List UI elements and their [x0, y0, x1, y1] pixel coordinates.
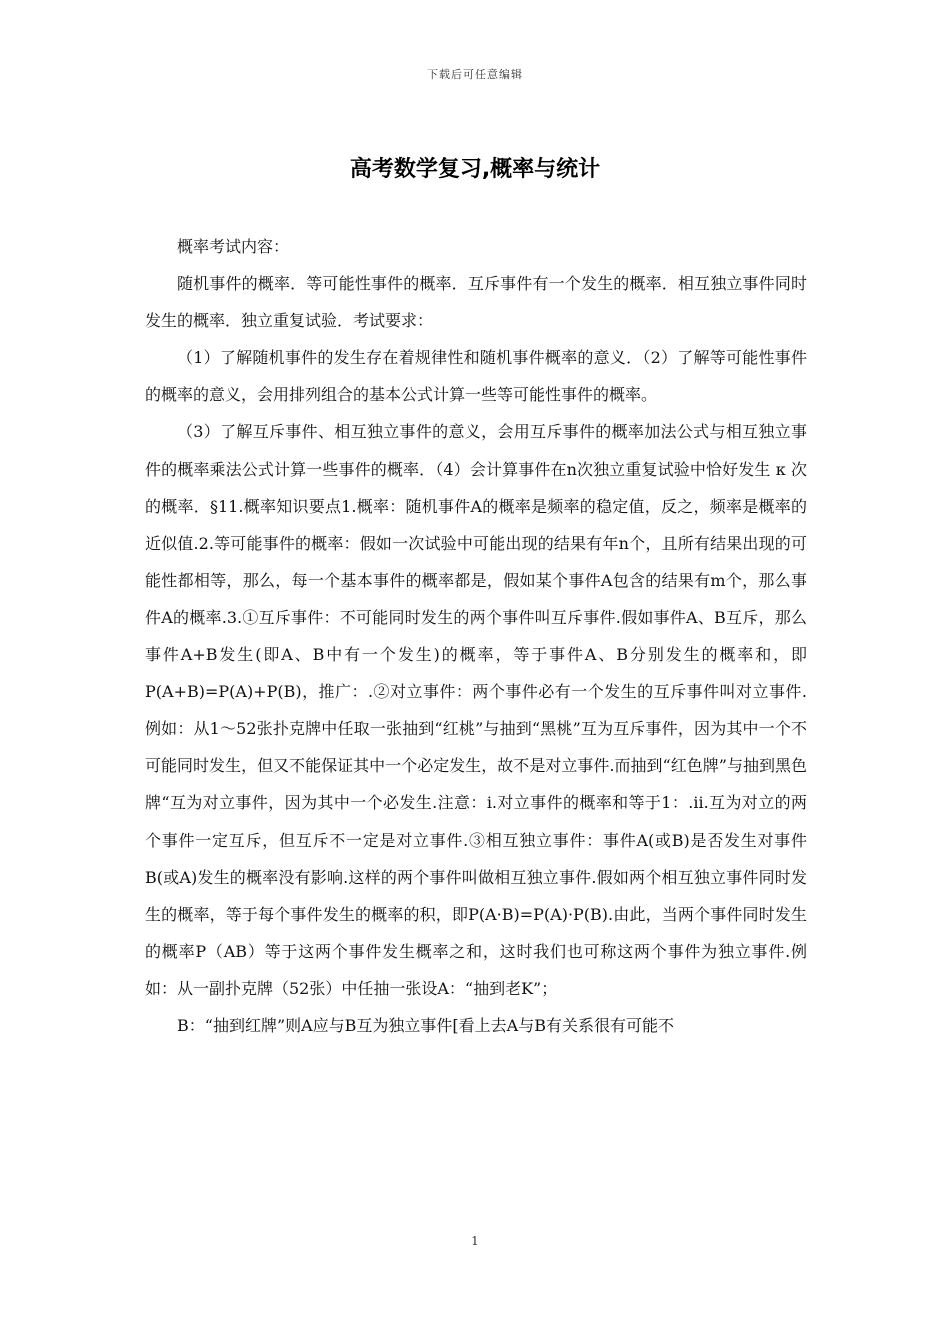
paragraph: 概率考试内容： [177, 237, 290, 256]
document-title: 高考数学复习,概率与统计 [349, 157, 601, 182]
page-number: 1 [471, 1234, 479, 1248]
paragraph: 随机事件的概率．等可能性事件的概率．互斥事件有一个发生的概率．相互独立事件同时发生的概率．独立重复试验．考试要求： [145, 274, 807, 331]
page-header-note: 下载后可任意编辑 [427, 68, 523, 81]
paragraph: （3）了解互斥事件、相互独立事件的意义，会用互斥事件的概率加法公式与相互独立事件的概率乘法公式计算一些事件的概率．（4）会计算事件在n次独立重复试验中恰好发生 κ 次的概率．§11.概率知识要点1.概率：随机事件A的概率是频率的稳定值，反之，频率是概率的近似值.2.等可能事件的概率：假如一次试验中可能出现的结果有年n个，且所有结果出现的可能性都相等，那么，每一个基本事件的概率都是，假如某个事件A包含的结果有m个，那么事件A的概率.3.①互斥事件：不可能同时发生的两个事件叫互斥事件.假如事件A、B互斥，那么事件A+B发生(即A、B中有一个发生)的概率，等于事件A、B分别发生的概率和，即P(A+B)=P(A)+P(B)，推广：.②对立事件：两个事件必有一个发生的互斥事件叫对立事件.例如：从1～52张扑克牌中任取一张抽到“红桃”与抽到“黑桃”互为互斥事件，因为其中一个不可能同时发生，但又不能保证其中一个必定发生，故不是对立事件.而抽到“红色牌”与抽到黑色牌“互为对立事件，因为其中一个必发生.注意：i.对立事件的概率和等于1：.ii.互为对立的两个事件一定互斥，但互斥不一定是对立事件.③相互独立事件：事件A(或B)是否发生对事件B(或A)发生的概率没有影响.这样的两个事件叫做相互独立事件.假如两个相互独立事件同时发生的概率，等于每个事件发生的概率的积，即P(A·B)=P(A)·P(B).由此，当两个事件同时发生的概率P（AB）等于这两个事件发生概率之和，这时我们也可称这两个事件为独立事件.例如：从一副扑克牌（52张）中任抽一张设A：“抽到老K”； [145, 422, 807, 998]
paragraph: （1）了解随机事件的发生存在着规律性和随机事件概率的意义．（2）了解等可能性事件的概率的意义，会用排列组合的基本公式计算一些等可能性事件的概率。 [145, 348, 807, 405]
document-body [145, 228, 807, 1044]
paragraph: B：“抽到红牌”则A应与B互为独立事件[看上去A与B有关系很有可能不 [177, 1015, 674, 1035]
